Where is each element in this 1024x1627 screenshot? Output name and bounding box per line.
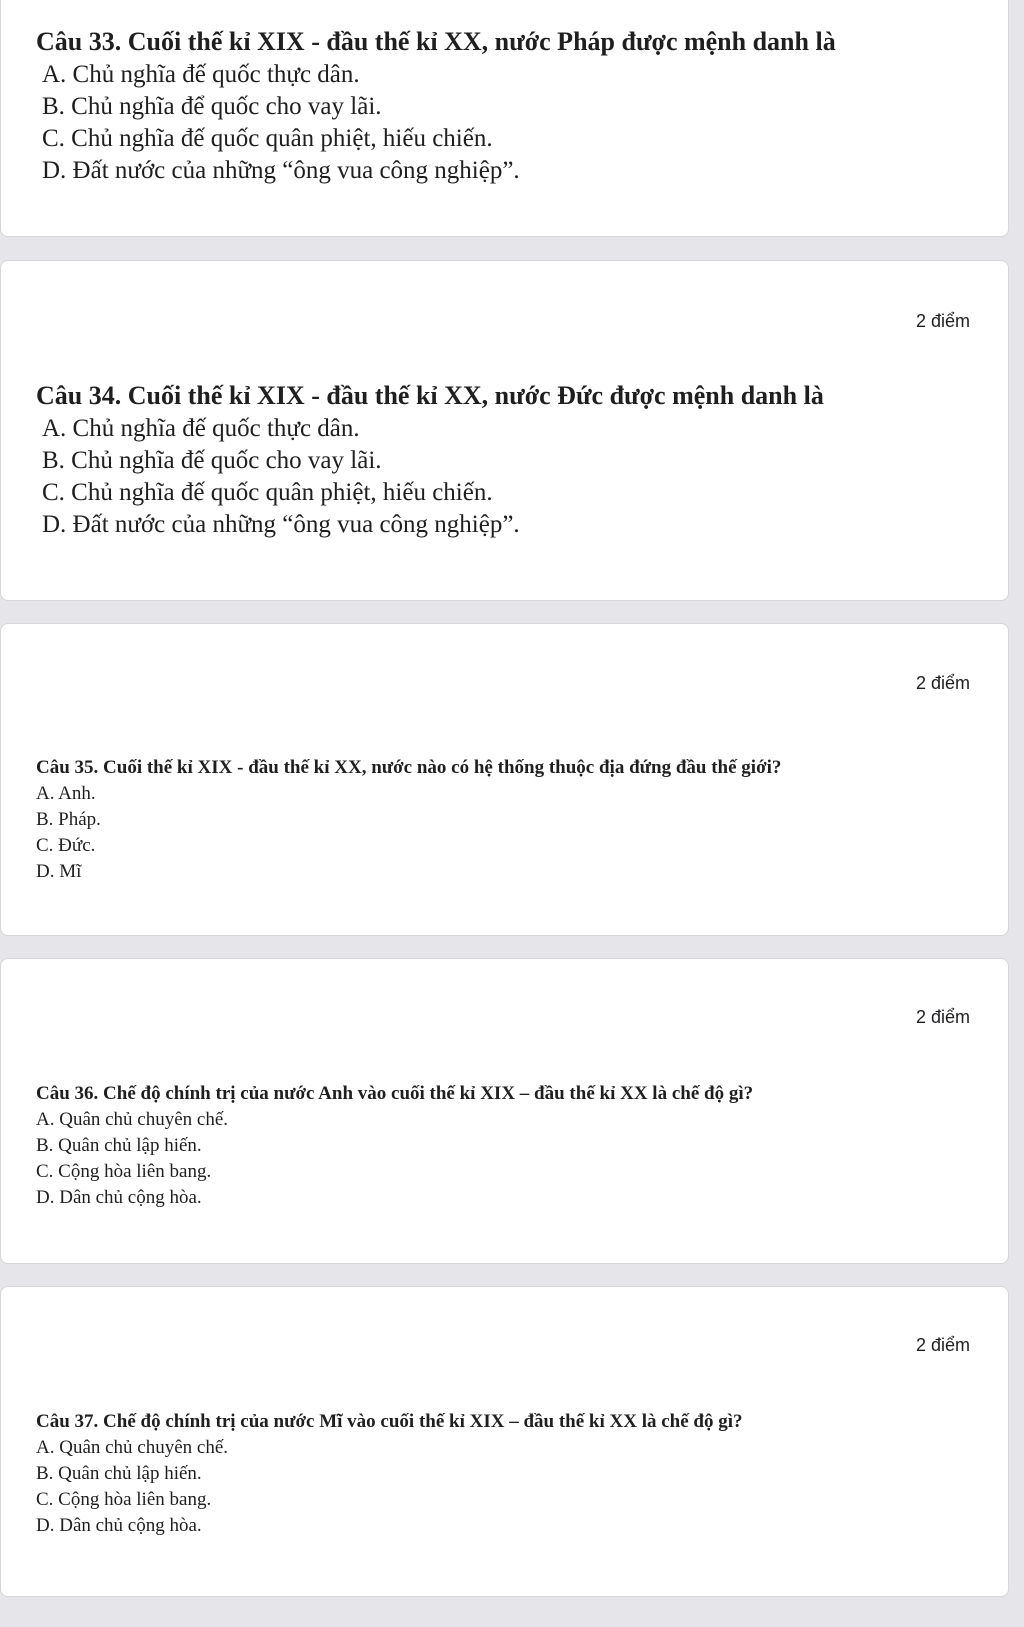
option-b[interactable]: B. Pháp. xyxy=(36,809,101,830)
question-35 xyxy=(36,755,988,885)
question-title: Câu 34. Cuối thế kỉ XIX - đầu thế kỉ XX, nước Đức được mệnh danh là xyxy=(36,381,824,410)
option-c[interactable]: C. Chủ nghĩa đế quốc quân phiệt, hiếu chiến. xyxy=(42,125,493,152)
option-a[interactable]: A. Anh. xyxy=(36,783,96,804)
option-b[interactable]: B. Chủ nghĩa đế quốc cho vay lãi. xyxy=(42,447,382,474)
question-37 xyxy=(36,1409,988,1539)
option-b[interactable]: B. Chủ nghĩa để quốc cho vay lãi. xyxy=(42,93,382,120)
question-card-37 xyxy=(0,1286,1009,1597)
question-card-35 xyxy=(0,623,1009,936)
question-card-36 xyxy=(0,958,1009,1264)
option-a[interactable]: A. Quân chủ chuyên chế. xyxy=(36,1109,229,1130)
points-label: 2 điểm xyxy=(915,311,970,331)
question-card-34 xyxy=(0,260,1009,601)
points-label: 2 điểm xyxy=(915,1007,970,1027)
option-d[interactable]: D. Đất nước của những “ông vua công nghiệp”. xyxy=(42,511,520,538)
option-a[interactable]: A. Quân chủ chuyên chế. xyxy=(36,1437,229,1458)
option-c[interactable]: C. Đức. xyxy=(36,835,96,856)
option-c[interactable]: C. Cộng hòa liên bang. xyxy=(36,1161,212,1182)
option-a[interactable]: A. Chủ nghĩa đế quốc thực dân. xyxy=(42,61,360,88)
option-c[interactable]: C. Chủ nghĩa đế quốc quân phiệt, hiếu chiến. xyxy=(42,479,493,506)
question-title: Câu 33. Cuối thế kỉ XIX - đầu thế kỉ XX, nước Pháp được mệnh danh là xyxy=(36,27,836,56)
question-title: Câu 35. Cuối thế kỉ XIX - đầu thế kỉ XX, nước nào có hệ thống thuộc địa đứng đầu thế giới? xyxy=(36,757,782,778)
question-36 xyxy=(36,1081,988,1211)
option-d[interactable]: D. Dân chủ cộng hòa. xyxy=(36,1187,202,1208)
question-title: Câu 37. Chế độ chính trị của nước Mĩ vào cuối thế kỉ XIX – đầu thế kỉ XX là chế độ gì? xyxy=(36,1411,743,1432)
question-title: Câu 36. Chế độ chính trị của nước Anh vào cuối thế kỉ XIX – đầu thế kỉ XX là chế độ gì? xyxy=(36,1083,754,1104)
option-a[interactable]: A. Chủ nghĩa đế quốc thực dân. xyxy=(42,415,360,442)
question-34 xyxy=(36,379,988,541)
option-d[interactable]: D. Mĩ xyxy=(36,861,82,882)
question-card-33 xyxy=(0,0,1009,237)
points-label: 2 điểm xyxy=(915,1335,970,1355)
option-d[interactable]: D. Đất nước của những “ông vua công nghiệp”. xyxy=(42,157,520,184)
option-c[interactable]: C. Cộng hòa liên bang. xyxy=(36,1489,212,1510)
points-label: 2 điểm xyxy=(915,673,970,693)
option-b[interactable]: B. Quân chủ lập hiến. xyxy=(36,1463,202,1484)
option-d[interactable]: D. Dân chủ cộng hòa. xyxy=(36,1515,202,1536)
option-b[interactable]: B. Quân chủ lập hiến. xyxy=(36,1135,202,1156)
question-33 xyxy=(36,25,988,187)
